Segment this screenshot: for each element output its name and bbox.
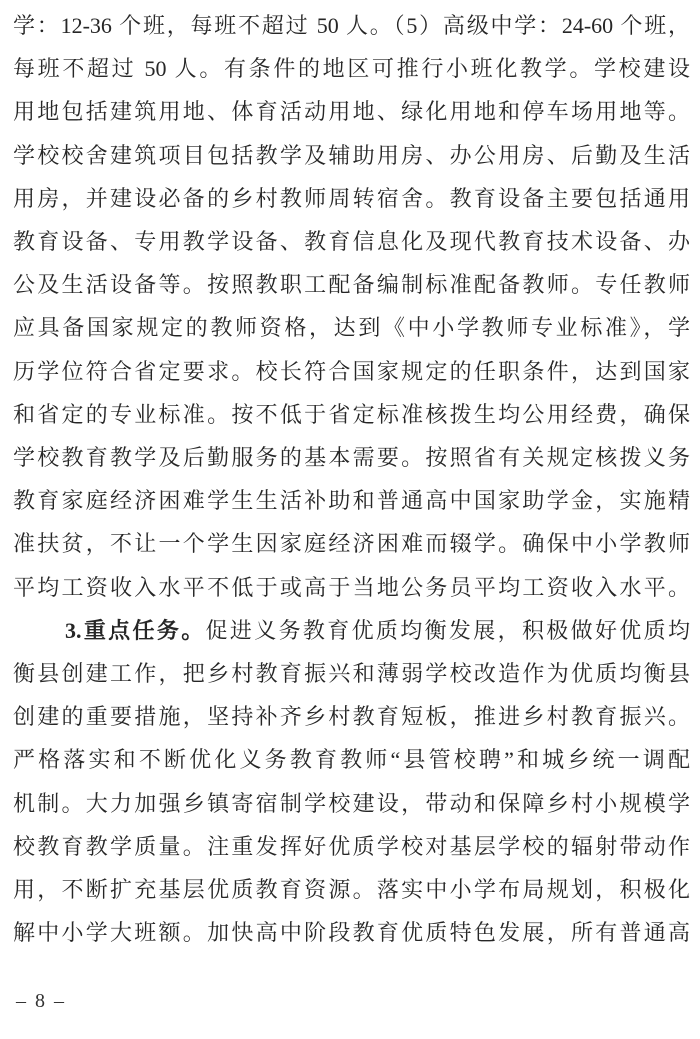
text-line: 平均工资收入水平不低于或高于当地公务员平均工资收入水平。 xyxy=(13,574,690,600)
text-line: 机制。大力加强乡镇寄宿制学校建设，带动和保障乡村小规模学 xyxy=(13,790,690,816)
text-line: 每班不超过 50 人。有条件的地区可推行小班化教学。学校建设 xyxy=(13,56,690,82)
text-line: 学校校舍建筑项目包括教学及辅助用房、办公用房、后勤及生活 xyxy=(13,142,690,168)
text-line: 准扶贫，不让一个学生因家庭经济困难而辍学。确保中小学教师 xyxy=(13,531,690,557)
text-line: 应具备国家规定的教师资格，达到《中小学教师专业标准》，学 xyxy=(13,315,690,341)
text-line: 教育家庭经济困难学生生活补助和普通高中国家助学金，实施精 xyxy=(13,488,690,514)
text-line: 创建的重要措施，坚持补齐乡村教育短板，推进乡村教育振兴。 xyxy=(13,704,690,730)
text-line: 历学位符合省定要求。校长符合国家规定的任职条件，达到国家 xyxy=(13,358,690,384)
text-line: 解中小学大班额。加快高中阶段教育优质特色发展，所有普通高 xyxy=(13,920,690,946)
paragraph-start-line xyxy=(13,609,690,652)
text-run: 促进义务教育优质均衡发展，积极做好优质均 xyxy=(205,617,690,643)
text-line: 公及生活设备等。按照教职工配备编制标准配备教师。专任教师 xyxy=(13,272,690,298)
text-line: 学：12-36 个班，每班不超过 50 人。（5）高级中学：24-60 个班， xyxy=(13,13,690,38)
text-line: 教育设备、专用教学设备、教育信息化及现代教育技术设备、办 xyxy=(13,229,690,255)
section-heading: 3.重点任务。 xyxy=(65,617,206,643)
text-line: 用地包括建筑用地、体育活动用地、绿化用地和停车场用地等。 xyxy=(13,99,690,125)
text-line: 衡县创建工作，把乡村教育振兴和薄弱学校改造作为优质均衡县 xyxy=(13,661,690,687)
text-line: 用，不断扩充基层优质教育资源。落实中小学布局规划，积极化 xyxy=(13,877,690,903)
text-line: 和省定的专业标准。按不低于省定标准核拨生均公用经费，确保 xyxy=(13,401,690,427)
text-line: 用房，并建设必备的乡村教师周转宿舍。教育设备主要包括通用 xyxy=(13,185,690,211)
page-number: – 8 – xyxy=(16,990,66,1012)
body-text xyxy=(13,4,690,954)
text-line: 严格落实和不断优化义务教育教师“县管校聘”和城乡统一调配 xyxy=(13,747,690,773)
text-line: 学校教育教学及后勤服务的基本需要。按照省有关规定核拨义务 xyxy=(13,445,690,471)
text-line: 校教育教学质量。注重发挥好优质学校对基层学校的辐射带动作 xyxy=(13,833,690,859)
